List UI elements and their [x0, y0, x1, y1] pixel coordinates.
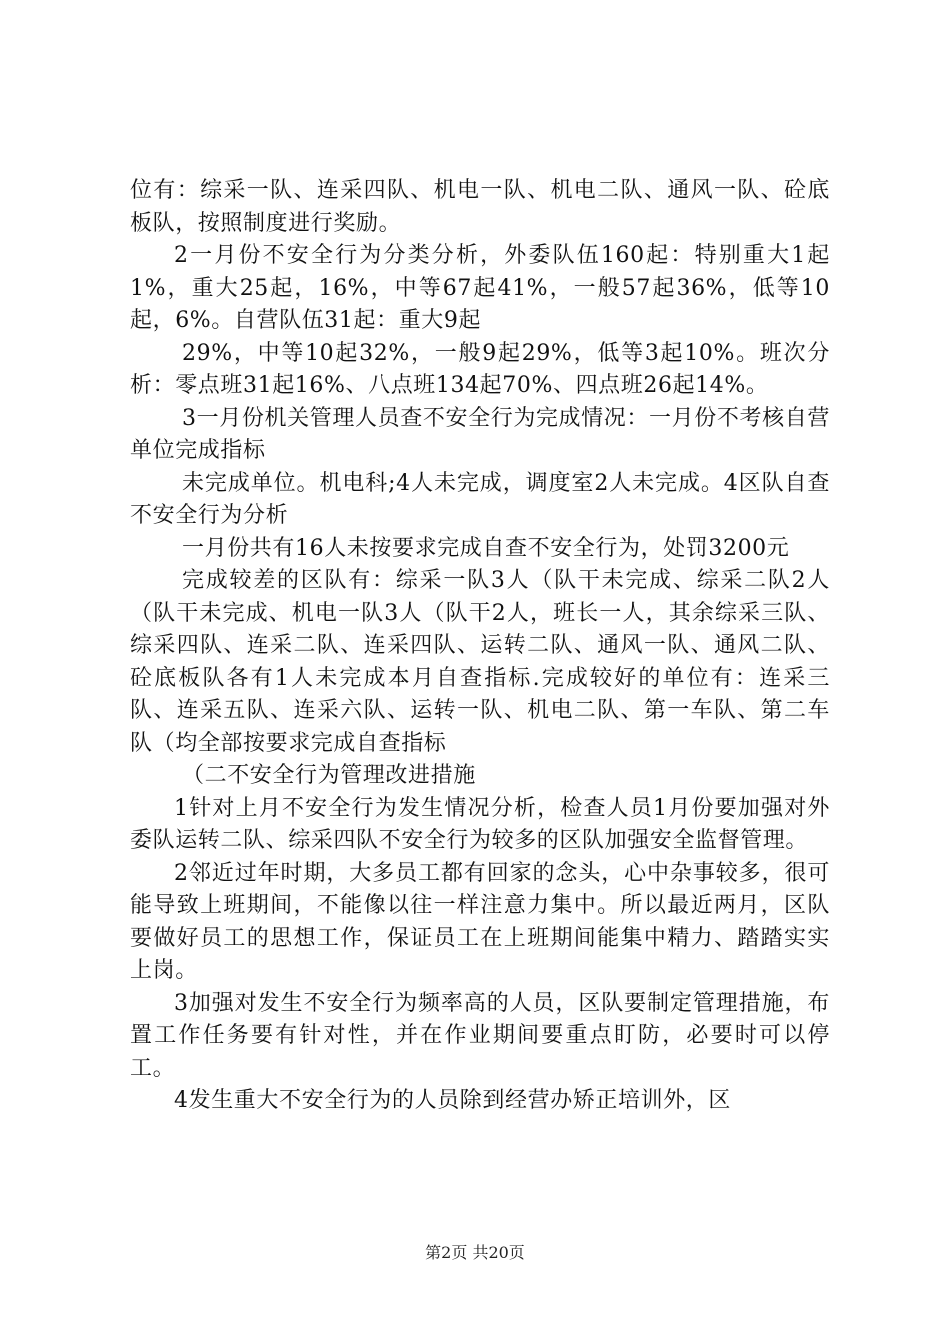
page-number-footer: 第2页 共20页	[425, 1243, 525, 1262]
paragraph-4: 3一月份机关管理人员查不安全行为完成情况：一月份不考核自营单位完成指标	[130, 405, 830, 463]
paragraph-7: 完成较差的区队有：综采一队3人（队干未完成、综采二队2人（队干未完成、机电一队3人（队干2人，班长一人，其余综采三队、综采四队、连采二队、连采四队、运转二队、通风一队、通风二队、砼底板队各有1人未完成本月自查指标.完成较好的单位有：连采三队、连采五队、连采六队、运转一队、机电二队、第一车队、第二车队（均全部按要求完成自查指标	[130, 568, 830, 756]
document-body	[130, 175, 830, 1118]
section-heading: （二不安全行为管理改进措施	[182, 763, 476, 788]
paragraph-5: 未完成单位。机电科;4人未完成，调度室2人未完成。4区队自查不安全行为分析	[130, 470, 830, 528]
paragraph-9: 1针对上月不安全行为发生情况分析，检查人员1月份要加强对外委队运转二队、综采四队不安全行为较多的区队加强安全监督管理。	[130, 795, 830, 853]
paragraph-3: 29%，中等10起32%，一般9起29%，低等3起10%。班次分析：零点班31起16%、八点班134起70%、四点班26起14%。	[130, 340, 830, 398]
paragraph-10: 2邻近过年时期，大多员工都有回家的念头，心中杂事较多，很可能导致上班期间，不能像以往一样注意力集中。所以最近两月，区队要做好员工的思想工作，保证员工在上班期间能集中精力、踏踏实实上岗。	[130, 860, 830, 983]
paragraph-2: 2一月份不安全行为分类分析，外委队伍160起：特别重大1起1%，重大25起，16%，中等67起41%，一般57起36%，低等10起，6%。自营队伍31起：重大9起	[130, 243, 830, 333]
paragraph-6: 一月份共有16人未按要求完成自查不安全行为，处罚3200元	[182, 535, 790, 561]
paragraph-1: 位有：综采一队、连采四队、机电一队、机电二队、通风一队、砼底板队，按照制度进行奖励。	[130, 178, 830, 236]
paragraph-12: 4发生重大不安全行为的人员除到经营办矫正培训外，区	[174, 1088, 731, 1113]
paragraph-11: 3加强对发生不安全行为频率高的人员，区队要制定管理措施，布置工作任务要有针对性，并在作业期间要重点盯防，必要时可以停工。	[130, 990, 830, 1081]
